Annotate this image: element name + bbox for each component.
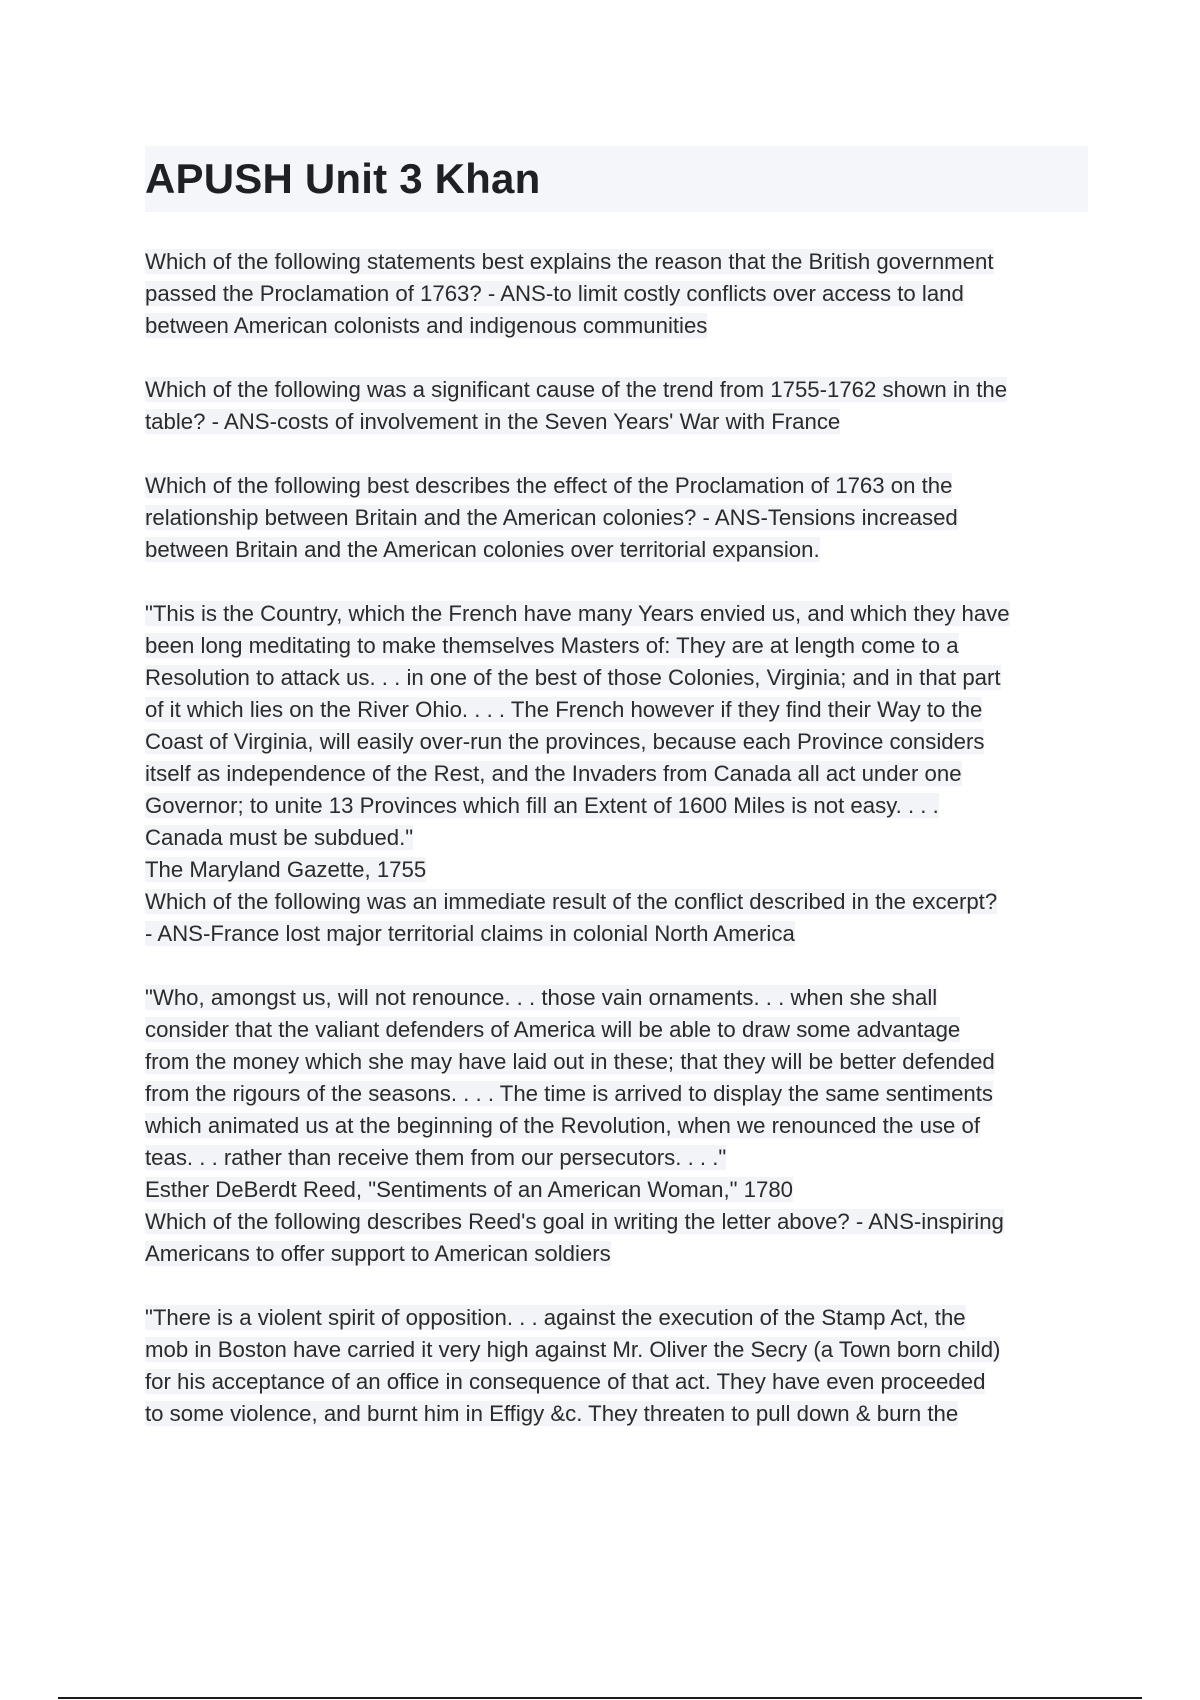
qa-entry xyxy=(145,470,1088,566)
qa-entry xyxy=(145,246,1088,342)
text-line xyxy=(145,726,1088,758)
text-line-content: Esther DeBerdt Reed, "Sentiments of an American Woman," 1780 xyxy=(145,1177,794,1202)
text-line xyxy=(145,662,1088,694)
text-line xyxy=(145,822,1088,854)
text-line-content: between Britain and the American colonies over territorial expansion. xyxy=(145,537,820,562)
text-line xyxy=(145,886,1088,918)
text-line xyxy=(145,1046,1088,1078)
text-line-content: Americans to offer support to American soldiers xyxy=(145,1241,611,1266)
text-line xyxy=(145,694,1088,726)
text-line-content: consider that the valiant defenders of America will be able to draw some advantage xyxy=(145,1017,961,1042)
qa-entry xyxy=(145,374,1088,438)
text-line xyxy=(145,1302,1088,1334)
text-line xyxy=(145,310,1088,342)
text-line-content: relationship between Britain and the American colonies? - ANS-Tensions increased xyxy=(145,505,958,530)
text-line-content: Which of the following statements best explains the reason that the British government xyxy=(145,249,994,274)
text-line xyxy=(145,1142,1088,1174)
text-line-content: table? - ANS-costs of involvement in the Seven Years' War with France xyxy=(145,409,841,434)
document-page xyxy=(145,146,1088,1430)
text-line xyxy=(145,374,1088,406)
text-line-content: been long meditating to make themselves Masters of: They are at length come to a xyxy=(145,633,959,658)
text-line-content: "This is the Country, which the French have many Years envied us, and which they have xyxy=(145,601,1010,626)
text-line xyxy=(145,1334,1088,1366)
text-line-content: for his acceptance of an office in consequence of that act. They have even proceeded xyxy=(145,1369,986,1394)
text-line-content: Which of the following best describes the effect of the Proclamation of 1763 on the xyxy=(145,473,953,498)
text-line-content: Governor; to unite 13 Provinces which fill an Extent of 1600 Miles is not easy. . . . xyxy=(145,793,939,818)
text-line xyxy=(145,406,1088,438)
text-line-content: Which of the following was a significant cause of the trend from 1755-1762 shown in the xyxy=(145,377,1008,402)
text-line xyxy=(145,246,1088,278)
text-line xyxy=(145,534,1088,566)
text-line-content: mob in Boston have carried it very high against Mr. Oliver the Secry (a Town born child) xyxy=(145,1337,1001,1362)
text-line xyxy=(145,1238,1088,1270)
footer-divider xyxy=(58,1697,1142,1699)
text-line-content: Which of the following describes Reed's goal in writing the letter above? - ANS-inspiring xyxy=(145,1209,1004,1234)
text-line-content: Resolution to attack us. . . in one of the best of those Colonies, Virginia; and in that part xyxy=(145,665,1001,690)
text-line-content: passed the Proclamation of 1763? - ANS-to limit costly conflicts over access to land xyxy=(145,281,964,306)
qa-entry xyxy=(145,982,1088,1270)
text-line xyxy=(145,790,1088,822)
text-line xyxy=(145,1014,1088,1046)
text-line-content: of it which lies on the River Ohio. . . . The French however if they find their Way to the xyxy=(145,697,983,722)
text-line xyxy=(145,758,1088,790)
text-line-content: from the rigours of the seasons. . . . The time is arrived to display the same sentiments xyxy=(145,1081,994,1106)
text-line xyxy=(145,982,1088,1014)
text-line xyxy=(145,470,1088,502)
text-line-content: between American colonists and indigenous communities xyxy=(145,313,708,338)
text-line xyxy=(145,854,1088,886)
text-line xyxy=(145,630,1088,662)
text-line xyxy=(145,1110,1088,1142)
text-line-content: Coast of Virginia, will easily over-run the provinces, because each Province considers xyxy=(145,729,985,754)
text-line-content: - ANS-France lost major territorial claims in colonial North America xyxy=(145,921,795,946)
text-line-content: from the money which she may have laid out in these; that they will be better defended xyxy=(145,1049,995,1074)
text-line xyxy=(145,1078,1088,1110)
text-line xyxy=(145,1206,1088,1238)
text-line-content: Canada must be subdued." xyxy=(145,825,414,850)
text-line-content: which animated us at the beginning of the Revolution, when we renounced the use of xyxy=(145,1113,981,1138)
text-line xyxy=(145,598,1088,630)
text-line xyxy=(145,1174,1088,1206)
text-line xyxy=(145,918,1088,950)
page-title: APUSH Unit 3 Khan xyxy=(145,155,541,202)
text-line xyxy=(145,502,1088,534)
text-line-content: The Maryland Gazette, 1755 xyxy=(145,857,427,882)
document-body xyxy=(145,246,1088,1430)
qa-entry xyxy=(145,1302,1088,1430)
text-line-content: itself as independence of the Rest, and the Invaders from Canada all act under one xyxy=(145,761,962,786)
text-line xyxy=(145,1366,1088,1398)
text-line-content: "There is a violent spirit of opposition. . . against the execution of the Stamp Act, the xyxy=(145,1305,966,1330)
text-line xyxy=(145,1398,1088,1430)
qa-entry xyxy=(145,598,1088,950)
text-line xyxy=(145,278,1088,310)
text-line-content: to some violence, and burnt him in Effigy &c. They threaten to pull down & burn the xyxy=(145,1401,959,1426)
text-line-content: teas. . . rather than receive them from our persecutors. . . ." xyxy=(145,1145,727,1170)
text-line-content: "Who, amongst us, will not renounce. . . those vain ornaments. . . when she shall xyxy=(145,985,938,1010)
text-line-content: Which of the following was an immediate result of the conflict described in the excerpt? xyxy=(145,889,998,914)
title-bar xyxy=(145,146,1088,212)
